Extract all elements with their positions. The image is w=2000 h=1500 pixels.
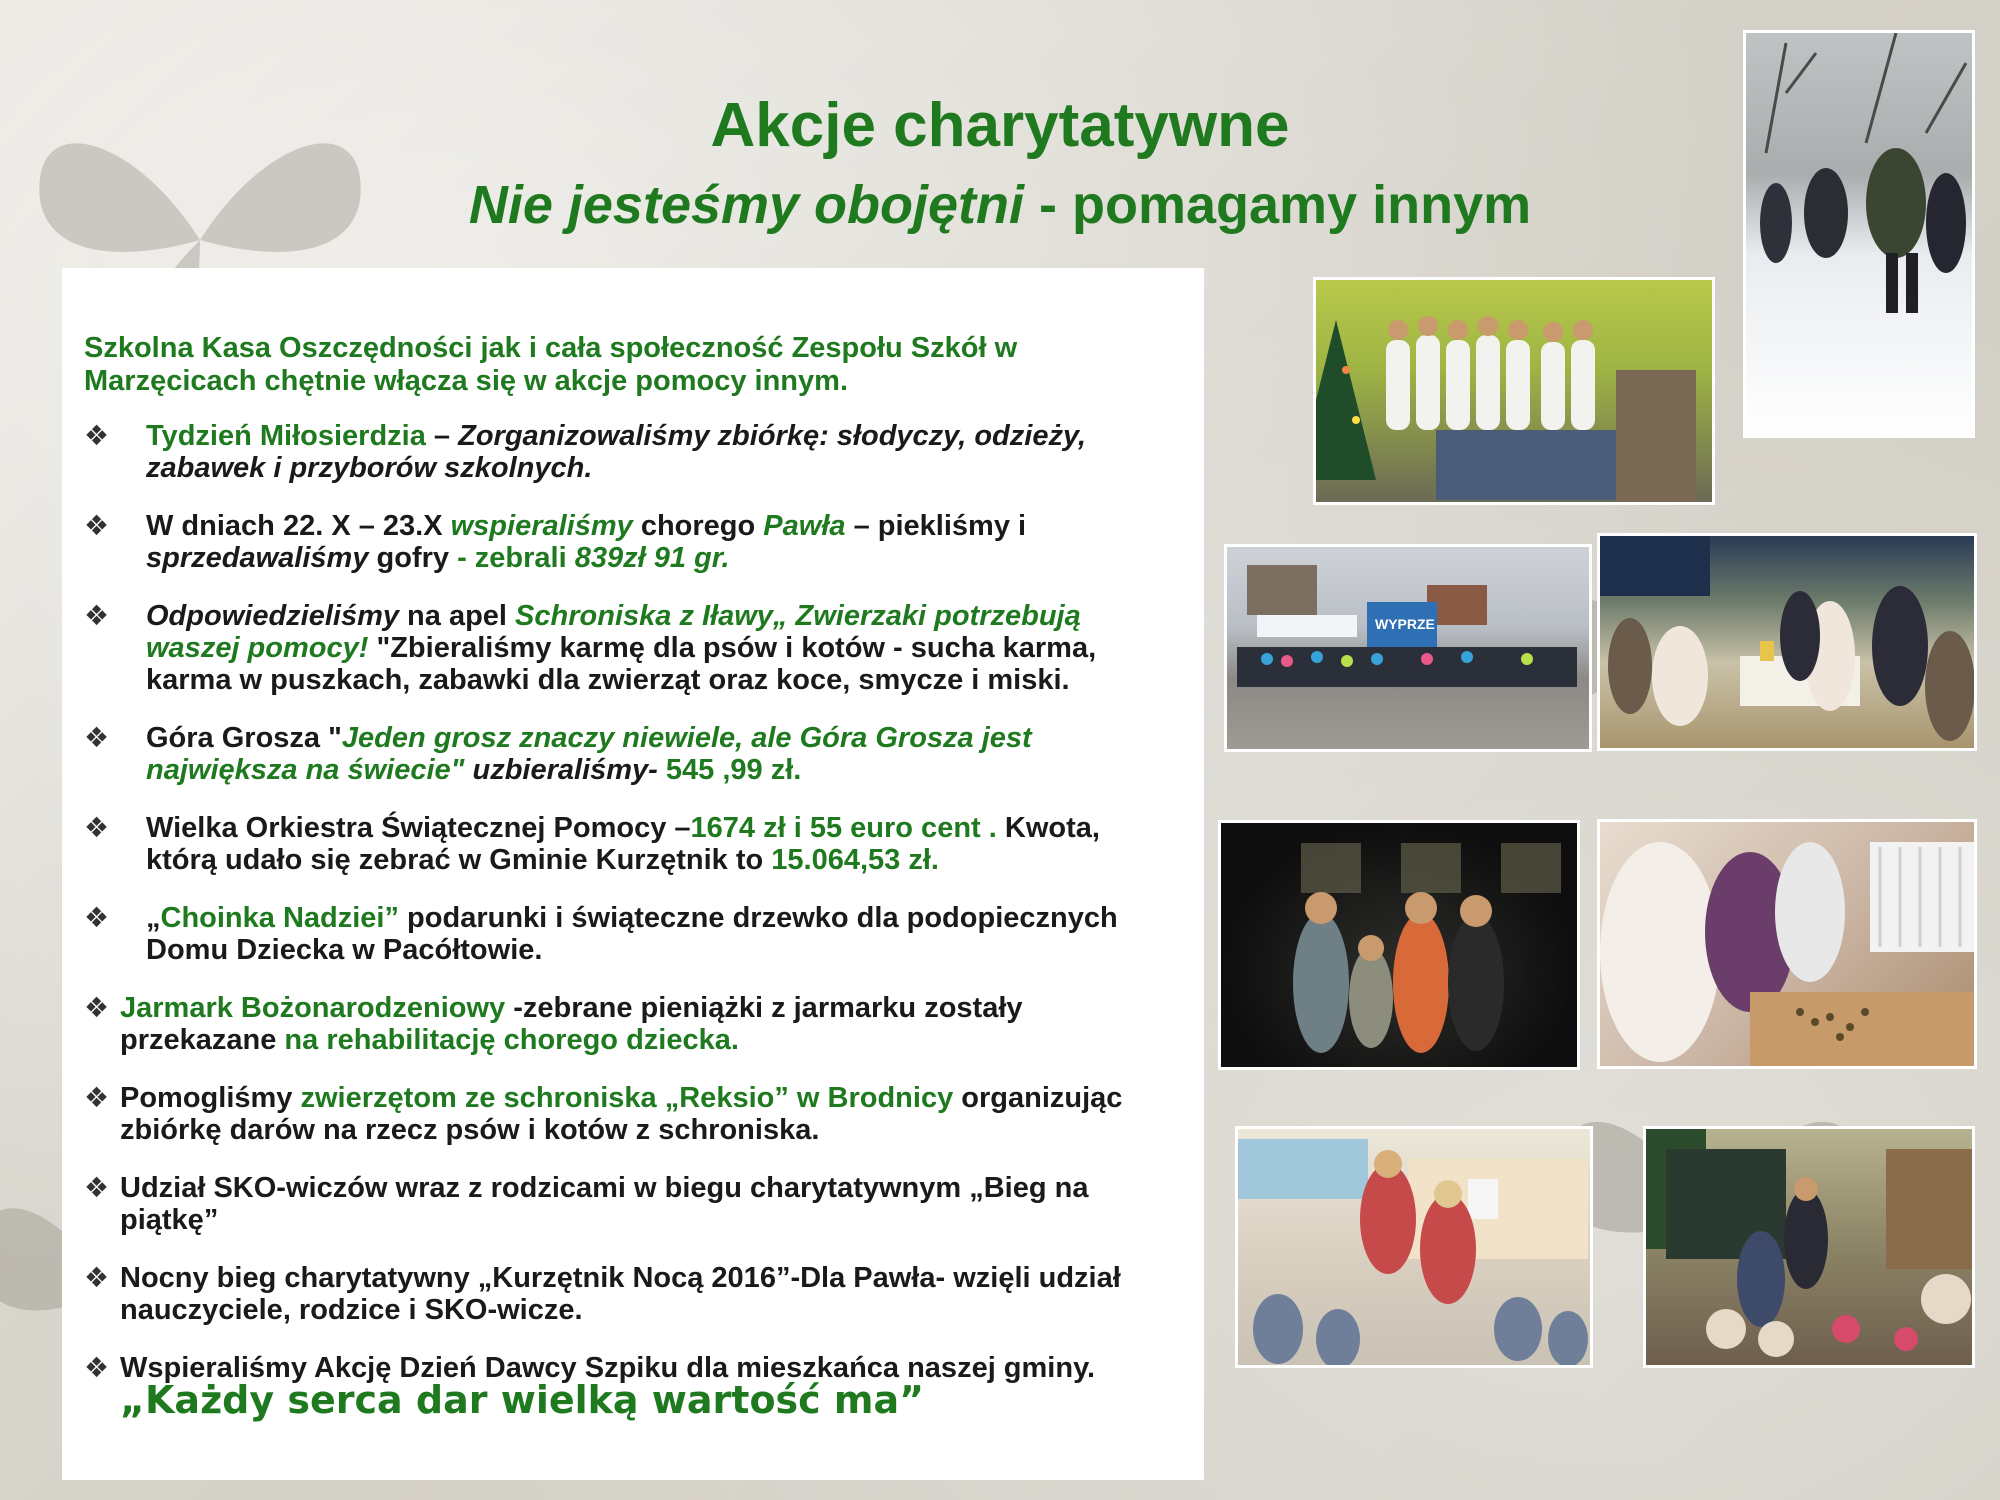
- photo-girls-counting: [1597, 819, 1977, 1069]
- page-subtitle: [330, 175, 1670, 235]
- item-text: Tydzień Miłosierdzia – Zorganizowaliśmy zbiórkę: słodyczy, odzieży, zabawek i przyborów szkolnych.: [146, 420, 1087, 484]
- diamond-bullet-icon: ❖: [84, 812, 110, 843]
- intro-paragraph: Szkolna Kasa Oszczędności jak i cała społeczność Zespołu Szkół w Marzęcicach chętnie włącza się w akcje pomocy innym.: [84, 332, 1018, 397]
- list-item: [84, 992, 1178, 1056]
- list-item: [84, 1352, 1178, 1420]
- subtitle-rest: - pomagamy innym: [1024, 175, 1532, 235]
- diamond-bullet-icon: ❖: [84, 1172, 110, 1203]
- list-item: [84, 812, 1178, 876]
- text-panel: [62, 268, 1204, 1480]
- diamond-bullet-icon: ❖: [84, 722, 110, 753]
- item-text: „Choinka Nadziei” podarunki i świąteczne drzewko dla podopiecznych Domu Dziecka w Pacółtowie.: [146, 902, 1118, 966]
- photo-donated-toys: [1643, 1126, 1975, 1368]
- list-item: [84, 510, 1178, 574]
- list-item: [84, 902, 1178, 966]
- photo-group-christmas: [1313, 277, 1715, 505]
- list-item: [84, 420, 1178, 484]
- list-item: [84, 1172, 1178, 1236]
- diamond-bullet-icon: ❖: [84, 600, 110, 631]
- item-text: Wspieraliśmy Akcję Dzień Dawcy Szpiku dla mieszkańca naszej gminy. „Każdy serca dar wielką wartość ma”: [120, 1352, 1096, 1422]
- item-text: Góra Grosza "Jeden grosz znaczy niewiele, ale Góra Grosza jest największa na świecie" uzbieraliśmy- 545 ,99 zł.: [146, 722, 1032, 786]
- photo-night-runners: [1218, 820, 1580, 1070]
- photo-snowy-outdoor: [1743, 30, 1975, 438]
- item-text: Udział SKO-wiczów wraz z rodzicami w biegu charytatywnym „Bieg na piątkę”: [120, 1172, 1089, 1236]
- item-text: Jarmark Bożonarodzeniowy -zebrane pieniążki z jarmarku zostały przekazane na rehabilitację chorego dziecka.: [120, 992, 1023, 1056]
- diamond-bullet-icon: ❖: [84, 1262, 110, 1293]
- item-text: W dniach 22. X – 23.X wspieraliśmy chorego Pawła – piekliśmy i sprzedawaliśmy gofry - zebrali 839zł 91 gr.: [146, 510, 1027, 574]
- list-item: [84, 1082, 1178, 1146]
- subtitle-emphasis: Nie jesteśmy obojętni: [468, 175, 1025, 235]
- item-text: Pomogliśmy zwierzętom ze schroniska „Reksio” w Brodnicy organizując zbiórkę darów na rzecz psów i kotów z schroniska.: [120, 1082, 1123, 1146]
- diamond-bullet-icon: ❖: [84, 992, 110, 1023]
- diamond-bullet-icon: ❖: [84, 420, 110, 451]
- photo-kids-indoor-table: [1597, 533, 1977, 751]
- diamond-bullet-icon: ❖: [84, 1352, 110, 1383]
- list-item: [84, 722, 1178, 786]
- photo-classroom-kids: [1235, 1126, 1593, 1368]
- diamond-bullet-icon: ❖: [84, 1082, 110, 1113]
- list-item: [84, 600, 1178, 696]
- diamond-bullet-icon: ❖: [84, 902, 110, 933]
- list-item: [84, 1262, 1178, 1326]
- page-title: Akcje charytatywne: [710, 91, 1290, 160]
- item-text: Wielka Orkiestra Świątecznej Pomocy –1674 zł i 55 euro cent . Kwota, którą udało się zebrać w Gminie Kurzętnik to 15.064,53 zł.: [146, 812, 1100, 876]
- item-text: Nocny bieg charytatywny „Kurzętnik Nocą 2016”-Dla Pawła- wzięli udział nauczyciele, rodzice i SKO-wicze.: [120, 1262, 1121, 1326]
- photo-run-group: [1224, 544, 1592, 752]
- item-text: Odpowiedzieliśmy na apel Schroniska z Iławy„ Zwierzaki potrzebują waszej pomocy! "Zbieraliśmy karmę dla psów i kotów - sucha karma, karma w puszkach, zabawki dla zwierząt oraz koce, smycze i miski.: [146, 600, 1097, 696]
- banner-text: WYPRZE: [1375, 616, 1435, 632]
- diamond-bullet-icon: ❖: [84, 510, 110, 541]
